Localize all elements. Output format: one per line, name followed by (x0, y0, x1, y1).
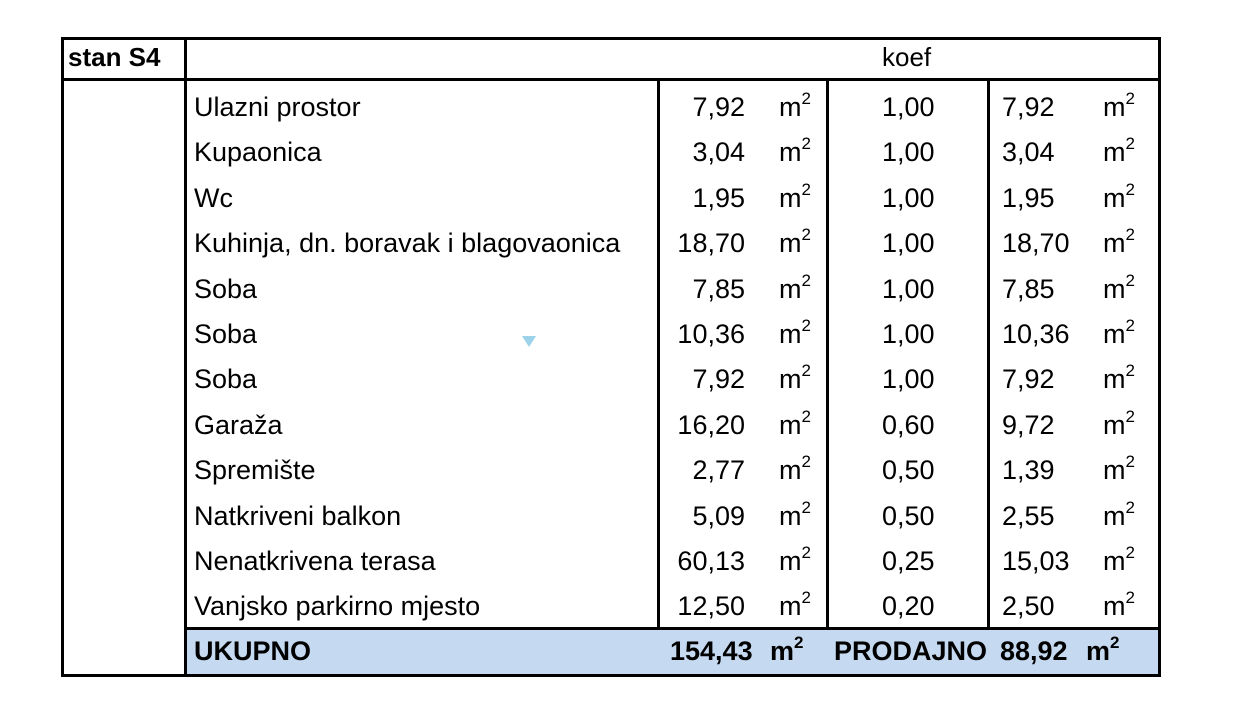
area-unit (779, 270, 811, 305)
room-coefficient: 1,00 (882, 364, 935, 395)
unit-exponent: 2 (1125, 543, 1135, 562)
room-name: Wc (194, 182, 233, 213)
totals-divider (184, 627, 1161, 630)
area-unit (779, 452, 811, 486)
area-unit (779, 588, 811, 622)
dropdown-marker-icon (522, 336, 536, 347)
unit-base: m (779, 273, 802, 304)
room-sell-area: 7,92 (1002, 92, 1055, 122)
unit-exponent: 2 (1125, 225, 1135, 245)
sell-unit (1103, 316, 1135, 350)
unit-exponent: 2 (801, 452, 811, 472)
unit-base: m (1103, 455, 1126, 486)
room-name: Garaža (194, 409, 283, 440)
unit-base: m (779, 364, 802, 395)
area-unit (779, 316, 811, 350)
unit-exponent: 2 (1125, 497, 1135, 517)
sell-unit (1103, 588, 1135, 622)
table-row (187, 219, 1158, 264)
unit-base: m (779, 319, 802, 349)
unit-base: m (779, 182, 802, 213)
unit-base: m (779, 591, 802, 622)
sell-unit (1103, 89, 1135, 123)
unit-exponent: 2 (1125, 270, 1135, 290)
area-unit (779, 225, 811, 259)
room-coefficient: 1,00 (882, 228, 935, 259)
unit-exponent: 2 (801, 406, 811, 426)
room-name: Natkriveni balkon (194, 500, 402, 531)
sale-value: 88,92 (1000, 636, 1068, 666)
unit-base: m (779, 500, 802, 531)
room-coefficient: 1,00 (882, 319, 935, 349)
unit-exponent: 2 (801, 179, 811, 199)
room-name: Soba (194, 273, 258, 304)
unit-exponent: 2 (801, 134, 811, 154)
total-label: UKUPNO (194, 636, 312, 666)
unit-base: m (1103, 92, 1126, 122)
unit-base: m (1103, 273, 1126, 304)
room-area: 10,36 (677, 319, 745, 349)
room-name: Soba (194, 319, 258, 349)
room-name: Soba (194, 364, 258, 395)
unit-base: m (1103, 500, 1126, 531)
total-value: 154,43 (670, 636, 753, 666)
room-sell-area: 18,70 (1002, 228, 1070, 259)
room-coefficient: 1,00 (882, 137, 935, 168)
table-row (187, 265, 1158, 310)
unit-base: m (779, 546, 802, 576)
sell-unit (1103, 179, 1135, 214)
room-sell-area: 3,04 (1002, 137, 1055, 168)
room-coefficient: 0,50 (882, 500, 935, 531)
room-area: 7,92 (692, 364, 745, 395)
table-row (187, 174, 1158, 219)
area-unit (779, 543, 811, 577)
unit-base: m (779, 409, 802, 440)
sell-unit (1103, 361, 1135, 395)
table-row (187, 492, 1158, 537)
sale-unit: $m^2$ (1086, 633, 1120, 666)
sell-unit (1103, 406, 1135, 441)
sell-unit (1103, 225, 1135, 259)
unit-exponent: 2 (1125, 588, 1135, 608)
unit-exponent: 2 (1125, 179, 1135, 199)
unit-exponent: 2 (801, 89, 811, 108)
unit-base: m (779, 455, 802, 486)
room-area: 18,70 (677, 228, 745, 259)
sell-unit (1103, 543, 1135, 577)
table-row (187, 355, 1158, 400)
unit-exponent: 2 (1125, 452, 1135, 472)
sell-unit (1103, 270, 1135, 305)
table-row (187, 128, 1158, 173)
room-name: Kuhinja, dn. boravak i blagovaonica (194, 228, 621, 259)
unit-exponent: 2 (1125, 406, 1135, 426)
room-name: Spremište (194, 455, 316, 486)
room-coefficient: 1,00 (882, 92, 935, 122)
unit-exponent: 2 (801, 588, 811, 608)
unit-exponent: 2 (801, 497, 811, 517)
unit-exponent: 2 (1125, 361, 1135, 381)
unit-exponent: 2 (801, 225, 811, 245)
sell-unit (1103, 452, 1135, 486)
unit-exponent: 2 (801, 316, 811, 335)
room-sell-area: 1,95 (1002, 182, 1055, 213)
room-area: 16,20 (677, 409, 745, 440)
table-row (187, 582, 1158, 627)
room-area: 1,95 (692, 182, 745, 213)
room-area: 7,92 (692, 92, 745, 122)
room-sell-area: 15,03 (1002, 546, 1070, 576)
apartment-title: stan S4 (68, 42, 161, 72)
unit-base: m (1103, 182, 1126, 213)
unit-base: m (1103, 364, 1126, 395)
area-unit (779, 361, 811, 395)
table-row (187, 446, 1158, 491)
sell-unit (1103, 497, 1135, 532)
room-area: 12,50 (677, 591, 745, 622)
table-row (187, 83, 1158, 128)
area-unit (779, 179, 811, 214)
unit-exponent: 2 (801, 361, 811, 381)
room-area: 3,04 (692, 137, 745, 168)
room-coefficient: 1,00 (882, 273, 935, 304)
unit-base: m (779, 137, 802, 168)
room-coefficient: 1,00 (882, 182, 935, 213)
area-unit (779, 89, 811, 123)
room-area: 5,09 (692, 500, 745, 531)
unit-base: m (1103, 137, 1126, 168)
room-sell-area: 7,85 (1002, 273, 1055, 304)
room-name: Ulazni prostor (194, 92, 361, 122)
room-sell-area: 1,39 (1002, 455, 1055, 486)
table-row (187, 310, 1158, 355)
room-sell-area: 2,50 (1002, 591, 1055, 622)
room-sell-area: 7,92 (1002, 364, 1055, 395)
sale-label: PRODAJNO (834, 636, 988, 666)
unit-base: m (779, 228, 802, 259)
unit-exponent: 2 (801, 543, 811, 562)
unit-base: m (1103, 546, 1126, 576)
table-row (187, 401, 1158, 446)
room-name: Vanjsko parkirno mjesto (194, 591, 481, 622)
unit-exponent: 2 (801, 270, 811, 290)
unit-base: m (1103, 591, 1126, 622)
room-coefficient: 0,25 (882, 546, 935, 576)
room-sell-area: 9,72 (1002, 409, 1055, 440)
room-sell-area: 10,36 (1002, 319, 1070, 349)
unit-exponent: 2 (1125, 134, 1135, 154)
room-coefficient: 0,50 (882, 455, 935, 486)
sell-unit (1103, 134, 1135, 168)
room-sell-area: 2,55 (1002, 500, 1055, 531)
unit-base: m (779, 92, 802, 122)
koef-header: koef (882, 42, 932, 72)
room-area: 7,85 (692, 273, 745, 304)
total-unit: $m^2$ (770, 633, 804, 666)
room-area: 60,13 (677, 546, 745, 576)
unit-exponent: 2 (1125, 316, 1135, 335)
header-divider (61, 78, 1161, 81)
unit-exponent: 2 (1125, 89, 1135, 108)
area-unit (779, 497, 811, 532)
area-unit (779, 406, 811, 441)
unit-base: m (1103, 409, 1126, 440)
unit-base: m (1103, 319, 1126, 349)
table-row (187, 537, 1158, 582)
room-area: 2,77 (692, 455, 745, 486)
unit-base: m (1103, 228, 1126, 259)
room-coefficient: 0,20 (882, 591, 935, 622)
room-coefficient: 0,60 (882, 409, 935, 440)
area-unit (779, 134, 811, 168)
room-name: Kupaonica (194, 137, 322, 168)
room-name: Nenatkrivena terasa (194, 546, 436, 576)
